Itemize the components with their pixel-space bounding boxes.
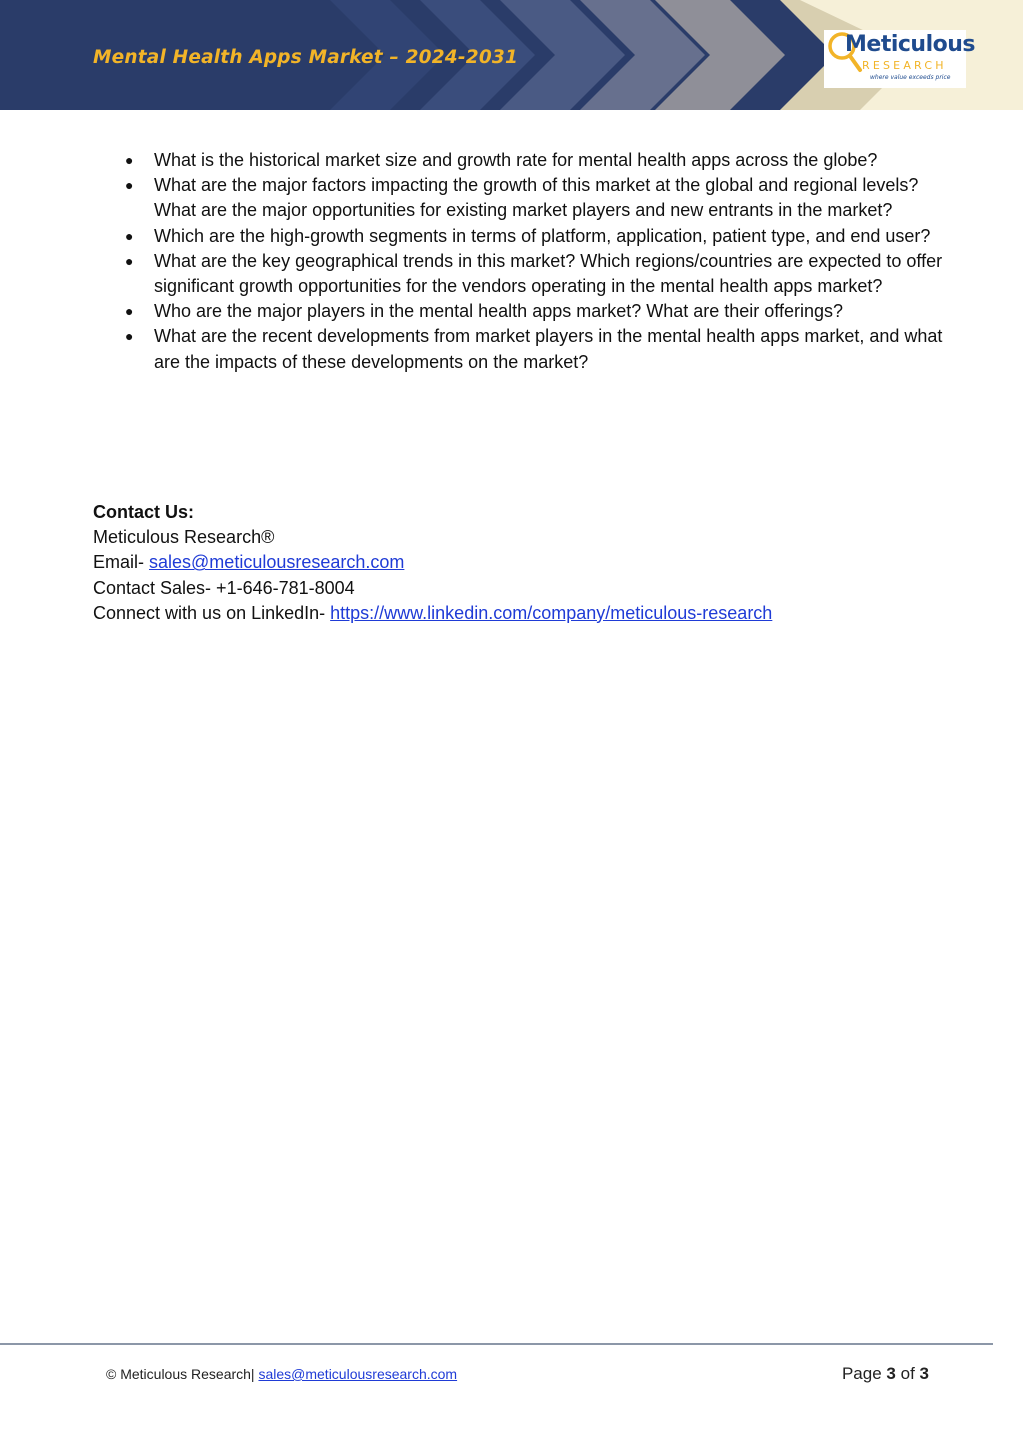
list-item-text: What is the historical market size and growth rate for mental health apps across the globe? — [154, 150, 878, 170]
list-item — [93, 224, 943, 249]
page-header — [0, 0, 1023, 110]
bullet-icon: ● — [125, 303, 134, 320]
contact-section — [93, 500, 953, 626]
copyright-text: © Meticulous Research| — [106, 1366, 255, 1382]
logo-name: Meticulous — [845, 32, 975, 57]
footer-copyright — [106, 1366, 457, 1382]
bullet-icon: ● — [125, 152, 134, 168]
document-title: Mental Health Apps Market – 2024-2031 — [93, 47, 519, 68]
footer-divider — [0, 1343, 993, 1345]
page-word: Page — [841, 1364, 882, 1383]
bullet-icon: ● — [125, 252, 134, 269]
question-list — [93, 148, 943, 375]
bullet-icon: ● — [125, 227, 134, 244]
page-number — [842, 1364, 929, 1384]
logo-tagline: where value exceeds price — [870, 74, 951, 81]
company-name: Meticulous Research® — [93, 527, 275, 548]
email-label: Email- — [93, 552, 150, 573]
linkedin-line — [93, 601, 953, 626]
list-item — [93, 299, 943, 324]
linkedin-link[interactable]: https://www.linkedin.com/company/meticulous-research — [330, 602, 773, 623]
page-current: 3 — [886, 1364, 896, 1383]
company-logo — [824, 30, 975, 88]
list-item-text: Who are the major players in the mental health apps market? What are their offerings? — [154, 301, 844, 322]
linkedin-label: Connect with us on LinkedIn- — [93, 602, 331, 623]
page-of: of — [900, 1364, 915, 1383]
email-line — [93, 550, 953, 575]
page-total: 3 — [919, 1364, 929, 1383]
list-item-text: What are the recent developments from market players in the mental health apps market, and what are the impacts of these developments on the market? — [154, 326, 943, 372]
logo-subtitle: RESEARCH — [862, 59, 947, 72]
list-item-text: What are the major factors impacting the growth of this market at the global and regional levels? What are the major opportunities for existing market players and new entrants in the market? — [154, 175, 919, 221]
phone-line: Contact Sales- +1-646-781-8004 — [93, 577, 355, 598]
list-item-text: Which are the high-growth segments in terms of platform, application, patient type, and end user? — [154, 225, 931, 246]
bullet-icon: ● — [125, 177, 134, 194]
list-item — [93, 249, 943, 299]
list-item — [93, 148, 943, 173]
list-item — [93, 324, 943, 374]
email-link[interactable]: sales@meticulousresearch.com — [149, 552, 405, 573]
bullet-icon: ● — [125, 328, 134, 345]
list-item — [93, 173, 943, 223]
footer-email-link[interactable]: sales@meticulousresearch.com — [258, 1366, 458, 1382]
list-item-text: What are the key geographical trends in this market? Which regions/countries are expected to offer significant growth opportunities for the vendors operating in the mental health apps market? — [154, 250, 943, 297]
contact-heading: Contact Us: — [93, 502, 195, 522]
